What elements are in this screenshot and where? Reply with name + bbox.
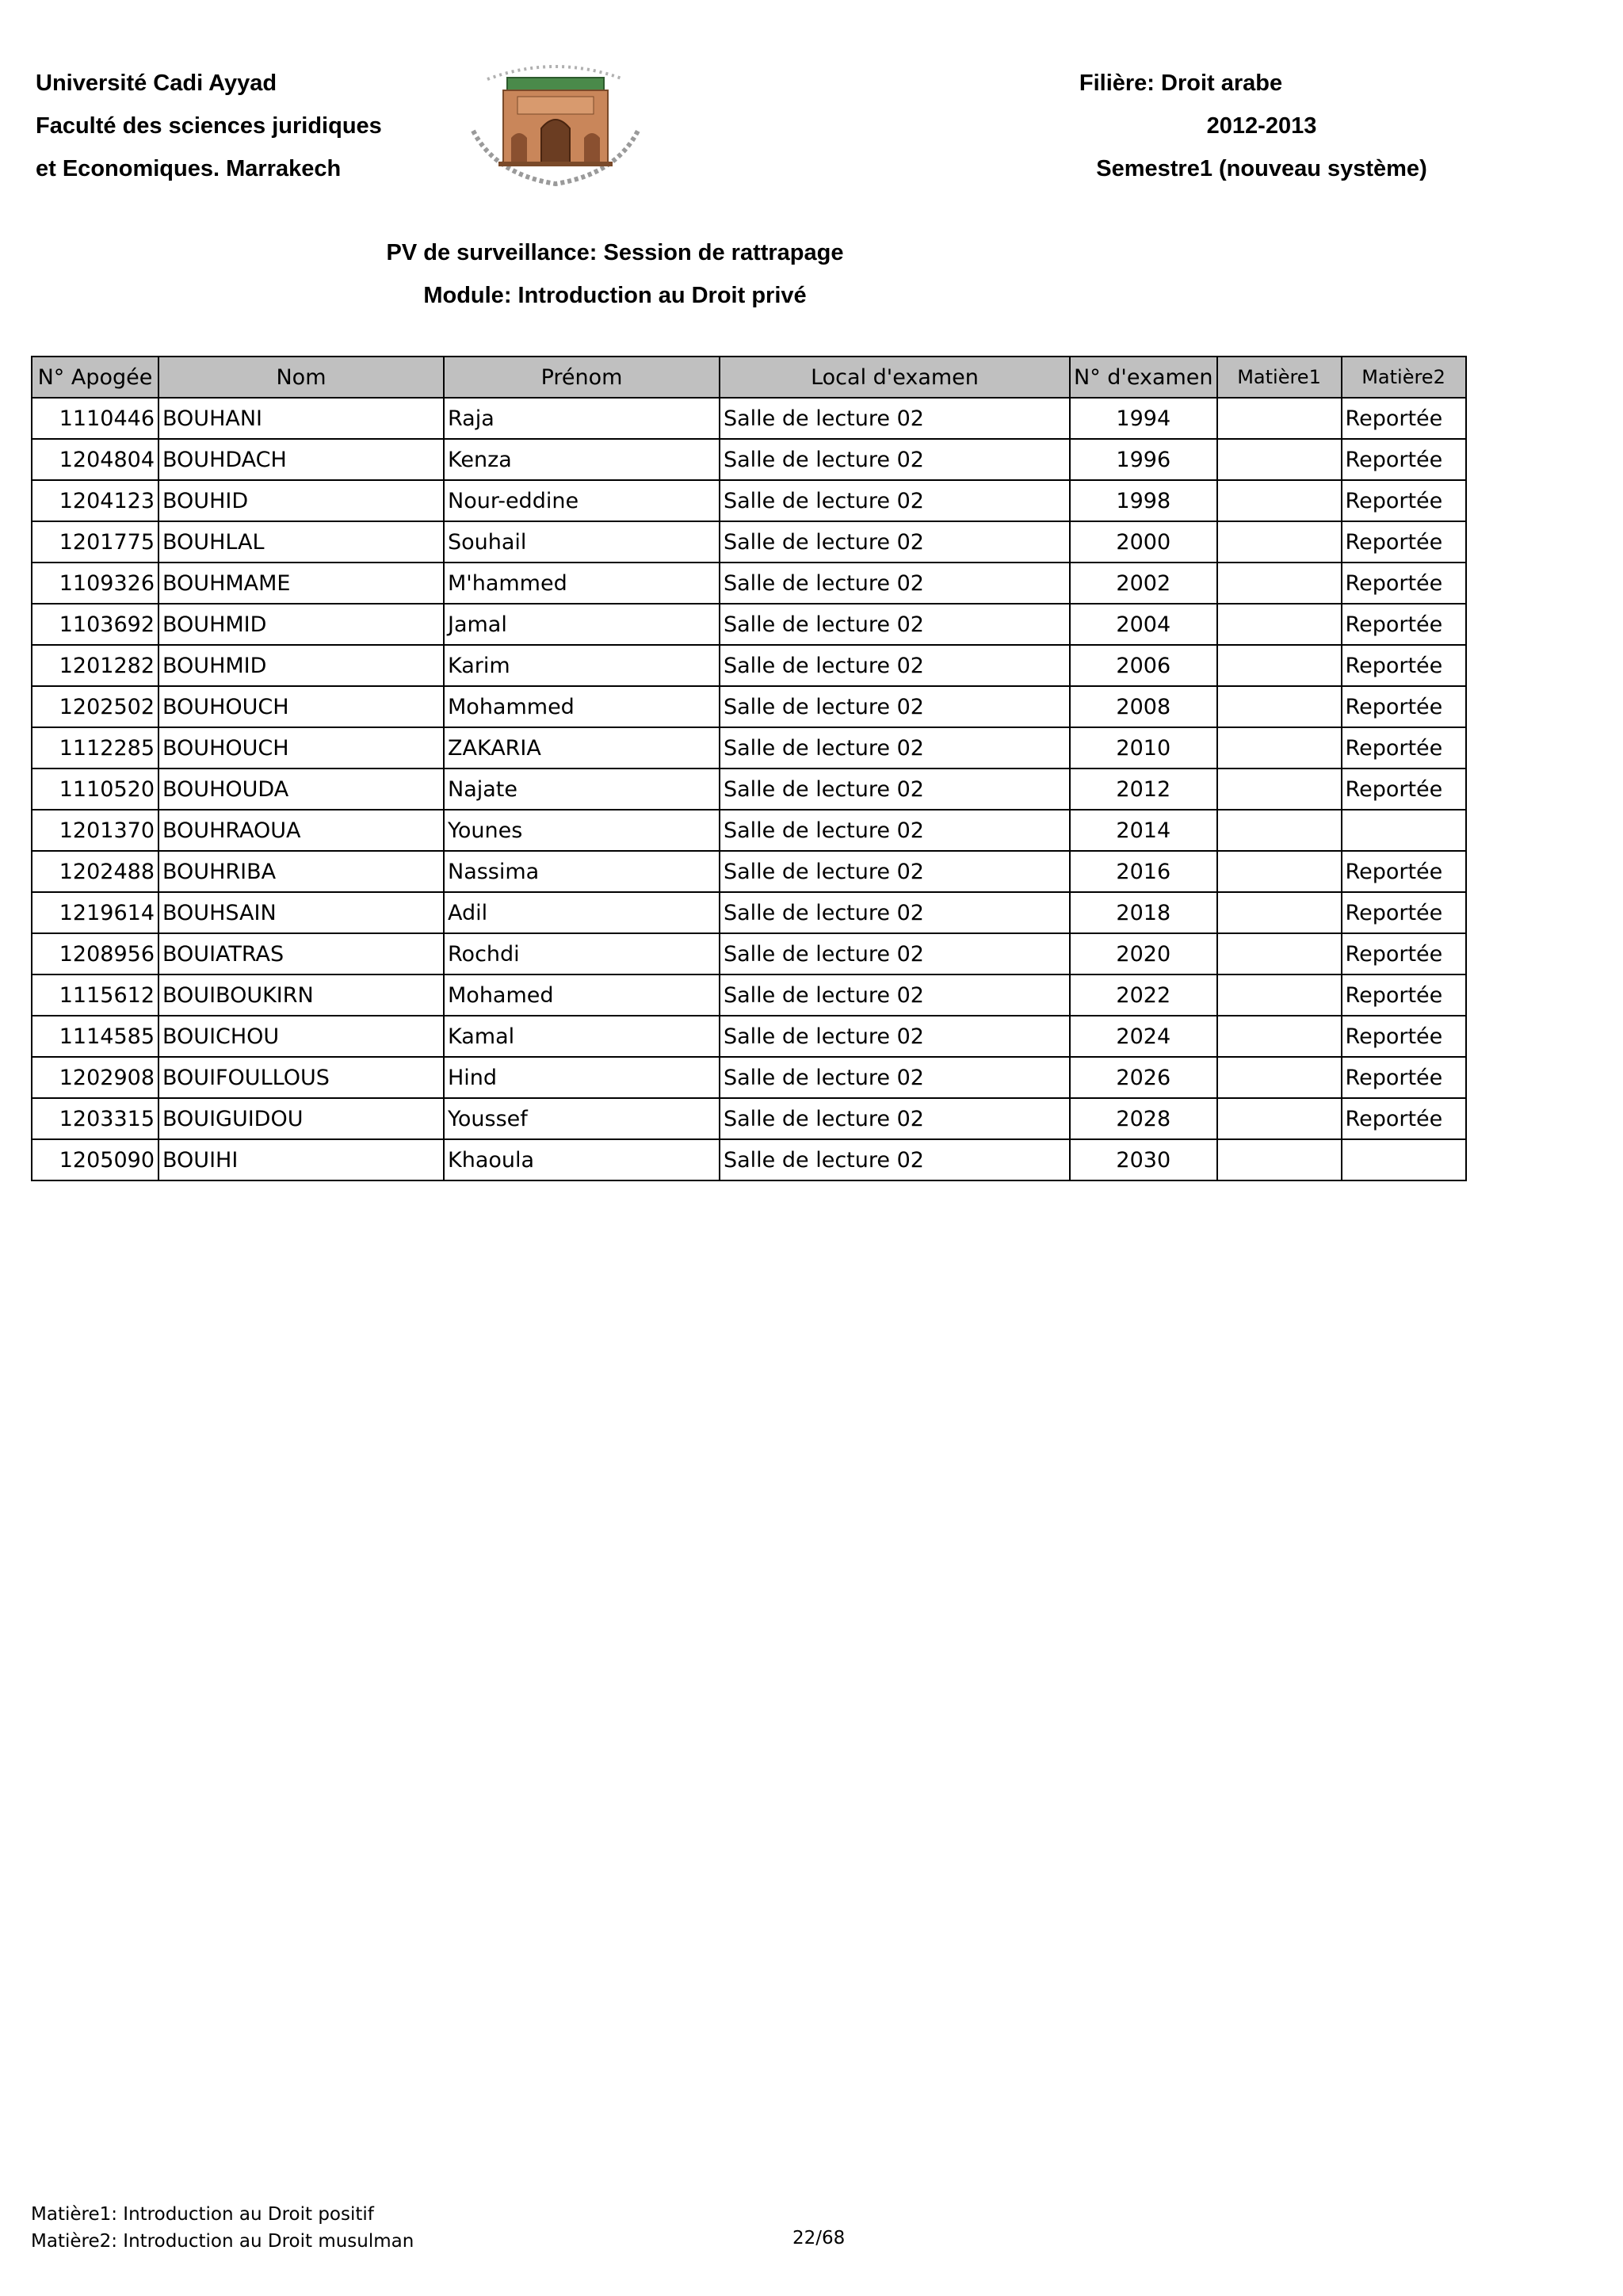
table-row: [32, 439, 1466, 480]
cell-local: Salle de lecture 02: [720, 1016, 1070, 1057]
cell-exam-number: 2022: [1070, 974, 1217, 1016]
cell-apogee: 1201370: [32, 810, 158, 851]
cell-matiere2: Reportée: [1342, 727, 1466, 769]
cell-prenom: Kenza: [444, 439, 720, 480]
report-title: PV de surveillance: Session de rattrapage: [386, 240, 844, 265]
table-row: [32, 1057, 1466, 1098]
cell-matiere1: [1217, 398, 1342, 439]
cell-exam-number: 2028: [1070, 1098, 1217, 1139]
cell-nom: BOUHSAIN: [158, 892, 444, 933]
col-header-nom: Nom: [158, 357, 444, 398]
cell-matiere2: Reportée: [1342, 439, 1466, 480]
cell-apogee: 1110520: [32, 769, 158, 810]
cell-apogee: 1110446: [32, 398, 158, 439]
cell-matiere2: Reportée: [1342, 480, 1466, 521]
cell-prenom: Jamal: [444, 604, 720, 645]
cell-prenom: Hind: [444, 1057, 720, 1098]
university-name: Université Cadi Ayyad: [36, 71, 277, 96]
cell-prenom: Najate: [444, 769, 720, 810]
cell-local: Salle de lecture 02: [720, 851, 1070, 892]
cell-matiere2: Reportée: [1342, 604, 1466, 645]
cell-apogee: 1219614: [32, 892, 158, 933]
cell-local: Salle de lecture 02: [720, 604, 1070, 645]
module-title: Module: Introduction au Droit privé: [423, 283, 807, 308]
cell-exam-number: 2014: [1070, 810, 1217, 851]
cell-apogee: 1203315: [32, 1098, 158, 1139]
cell-apogee: 1114585: [32, 1016, 158, 1057]
cell-local: Salle de lecture 02: [720, 933, 1070, 974]
cell-matiere1: [1217, 645, 1342, 686]
cell-apogee: 1205090: [32, 1139, 158, 1180]
cell-exam-number: 1998: [1070, 480, 1217, 521]
cell-apogee: 1115612: [32, 974, 158, 1016]
cell-matiere1: [1217, 974, 1342, 1016]
cell-local: Salle de lecture 02: [720, 645, 1070, 686]
cell-nom: BOUIBOUKIRN: [158, 974, 444, 1016]
cell-matiere1: [1217, 480, 1342, 521]
cell-apogee: 1202908: [32, 1057, 158, 1098]
cell-apogee: 1103692: [32, 604, 158, 645]
cell-prenom: Youssef: [444, 1098, 720, 1139]
col-header-exam-number: N° d'examen: [1070, 357, 1217, 398]
cell-matiere1: [1217, 686, 1342, 727]
cell-exam-number: 2004: [1070, 604, 1217, 645]
cell-nom: BOUHOUCH: [158, 686, 444, 727]
cell-local: Salle de lecture 02: [720, 1139, 1070, 1180]
table-row: [32, 521, 1466, 563]
cell-matiere1: [1217, 1057, 1342, 1098]
cell-apogee: 1112285: [32, 727, 158, 769]
roster-table: [31, 356, 1467, 1181]
cell-matiere1: [1217, 563, 1342, 604]
cell-nom: BOUHOUDA: [158, 769, 444, 810]
table-row: [32, 892, 1466, 933]
cell-nom: BOUHMID: [158, 604, 444, 645]
table-row: [32, 645, 1466, 686]
table-header-row: [32, 357, 1466, 398]
cell-matiere1: [1217, 521, 1342, 563]
cell-matiere1: [1217, 769, 1342, 810]
col-header-matiere2: Matière2: [1342, 357, 1466, 398]
col-header-local: Local d'examen: [720, 357, 1070, 398]
cell-matiere1: [1217, 604, 1342, 645]
cell-matiere2: [1342, 1139, 1466, 1180]
cell-nom: BOUIFOULLOUS: [158, 1057, 444, 1098]
table-row: [32, 1016, 1466, 1057]
table-row: [32, 1139, 1466, 1180]
cell-prenom: Khaoula: [444, 1139, 720, 1180]
table-row: [32, 933, 1466, 974]
program-name: Filière: Droit arabe: [1079, 71, 1283, 96]
cell-matiere2: Reportée: [1342, 645, 1466, 686]
cell-matiere2: Reportée: [1342, 974, 1466, 1016]
cell-exam-number: 2024: [1070, 1016, 1217, 1057]
cell-matiere2: [1342, 810, 1466, 851]
cell-prenom: Rochdi: [444, 933, 720, 974]
cell-nom: BOUHMAME: [158, 563, 444, 604]
cell-prenom: Souhail: [444, 521, 720, 563]
cell-matiere2: Reportée: [1342, 1016, 1466, 1057]
cell-apogee: 1201775: [32, 521, 158, 563]
cell-matiere2: Reportée: [1342, 1098, 1466, 1139]
cell-local: Salle de lecture 02: [720, 521, 1070, 563]
cell-exam-number: 2006: [1070, 645, 1217, 686]
cell-nom: BOUHMID: [158, 645, 444, 686]
cell-matiere1: [1217, 727, 1342, 769]
cell-matiere1: [1217, 810, 1342, 851]
cell-local: Salle de lecture 02: [720, 810, 1070, 851]
cell-exam-number: 1994: [1070, 398, 1217, 439]
cell-exam-number: 2012: [1070, 769, 1217, 810]
cell-prenom: Nour-eddine: [444, 480, 720, 521]
cell-exam-number: 2000: [1070, 521, 1217, 563]
cell-nom: BOUIATRAS: [158, 933, 444, 974]
cell-nom: BOUHANI: [158, 398, 444, 439]
cell-nom: BOUIHI: [158, 1139, 444, 1180]
faculty-name: Faculté des sciences juridiques: [36, 113, 382, 139]
cell-prenom: Karim: [444, 645, 720, 686]
cell-exam-number: 2010: [1070, 727, 1217, 769]
cell-local: Salle de lecture 02: [720, 480, 1070, 521]
table-row: [32, 727, 1466, 769]
cell-exam-number: 2026: [1070, 1057, 1217, 1098]
table-row: [32, 974, 1466, 1016]
cell-matiere1: [1217, 892, 1342, 933]
cell-local: Salle de lecture 02: [720, 686, 1070, 727]
cell-local: Salle de lecture 02: [720, 563, 1070, 604]
cell-exam-number: 2030: [1070, 1139, 1217, 1180]
cell-apogee: 1208956: [32, 933, 158, 974]
cell-prenom: Mohamed: [444, 974, 720, 1016]
table-row: [32, 563, 1466, 604]
cell-nom: BOUHLAL: [158, 521, 444, 563]
col-header-apogee: N° Apogée: [32, 357, 158, 398]
legend-matiere2: Matière2: Introduction au Droit musulman: [31, 2231, 414, 2252]
cell-local: Salle de lecture 02: [720, 1098, 1070, 1139]
table-row: [32, 769, 1466, 810]
table-row: [32, 810, 1466, 851]
cell-matiere1: [1217, 439, 1342, 480]
cell-matiere2: Reportée: [1342, 892, 1466, 933]
cell-matiere2: Reportée: [1342, 933, 1466, 974]
cell-local: Salle de lecture 02: [720, 974, 1070, 1016]
university-gate-emblem: [464, 55, 647, 194]
cell-nom: BOUHDACH: [158, 439, 444, 480]
cell-matiere2: Reportée: [1342, 1057, 1466, 1098]
cell-local: Salle de lecture 02: [720, 727, 1070, 769]
cell-prenom: Nassima: [444, 851, 720, 892]
cell-exam-number: 2016: [1070, 851, 1217, 892]
semester: Semestre1 (nouveau système): [1096, 156, 1427, 181]
table-row: [32, 398, 1466, 439]
cell-prenom: Kamal: [444, 1016, 720, 1057]
cell-nom: BOUICHOU: [158, 1016, 444, 1057]
cell-exam-number: 2018: [1070, 892, 1217, 933]
cell-exam-number: 2020: [1070, 933, 1217, 974]
col-header-prenom: Prénom: [444, 357, 720, 398]
table-row: [32, 604, 1466, 645]
cell-apogee: 1109326: [32, 563, 158, 604]
cell-nom: BOUHOUCH: [158, 727, 444, 769]
cell-local: Salle de lecture 02: [720, 769, 1070, 810]
cell-local: Salle de lecture 02: [720, 892, 1070, 933]
cell-prenom: Raja: [444, 398, 720, 439]
page-number: 22/68: [792, 2228, 846, 2248]
table-row: [32, 480, 1466, 521]
col-header-matiere1: Matière1: [1217, 357, 1342, 398]
cell-prenom: M'hammed: [444, 563, 720, 604]
cell-matiere1: [1217, 1139, 1342, 1180]
cell-exam-number: 2002: [1070, 563, 1217, 604]
cell-apogee: 1202488: [32, 851, 158, 892]
academic-year: 2012-2013: [1206, 113, 1317, 139]
cell-apogee: 1204123: [32, 480, 158, 521]
cell-matiere2: Reportée: [1342, 769, 1466, 810]
cell-matiere1: [1217, 1098, 1342, 1139]
cell-nom: BOUHRAOUA: [158, 810, 444, 851]
cell-exam-number: 2008: [1070, 686, 1217, 727]
cell-prenom: Adil: [444, 892, 720, 933]
cell-local: Salle de lecture 02: [720, 439, 1070, 480]
cell-prenom: Younes: [444, 810, 720, 851]
cell-matiere1: [1217, 933, 1342, 974]
cell-matiere2: Reportée: [1342, 398, 1466, 439]
legend-matiere1: Matière1: Introduction au Droit positif: [31, 2204, 374, 2225]
cell-matiere1: [1217, 1016, 1342, 1057]
cell-matiere2: Reportée: [1342, 563, 1466, 604]
faculty-city: et Economiques. Marrakech: [36, 156, 342, 181]
cell-local: Salle de lecture 02: [720, 1057, 1070, 1098]
cell-apogee: 1201282: [32, 645, 158, 686]
table-row: [32, 1098, 1466, 1139]
cell-prenom: ZAKARIA: [444, 727, 720, 769]
cell-apogee: 1202502: [32, 686, 158, 727]
cell-nom: BOUHID: [158, 480, 444, 521]
cell-matiere2: Reportée: [1342, 686, 1466, 727]
table-row: [32, 851, 1466, 892]
cell-nom: BOUHRIBA: [158, 851, 444, 892]
cell-matiere2: Reportée: [1342, 521, 1466, 563]
cell-matiere1: [1217, 851, 1342, 892]
cell-exam-number: 1996: [1070, 439, 1217, 480]
cell-prenom: Mohammed: [444, 686, 720, 727]
table-row: [32, 686, 1466, 727]
cell-apogee: 1204804: [32, 439, 158, 480]
cell-matiere2: Reportée: [1342, 851, 1466, 892]
cell-nom: BOUIGUIDOU: [158, 1098, 444, 1139]
cell-local: Salle de lecture 02: [720, 398, 1070, 439]
